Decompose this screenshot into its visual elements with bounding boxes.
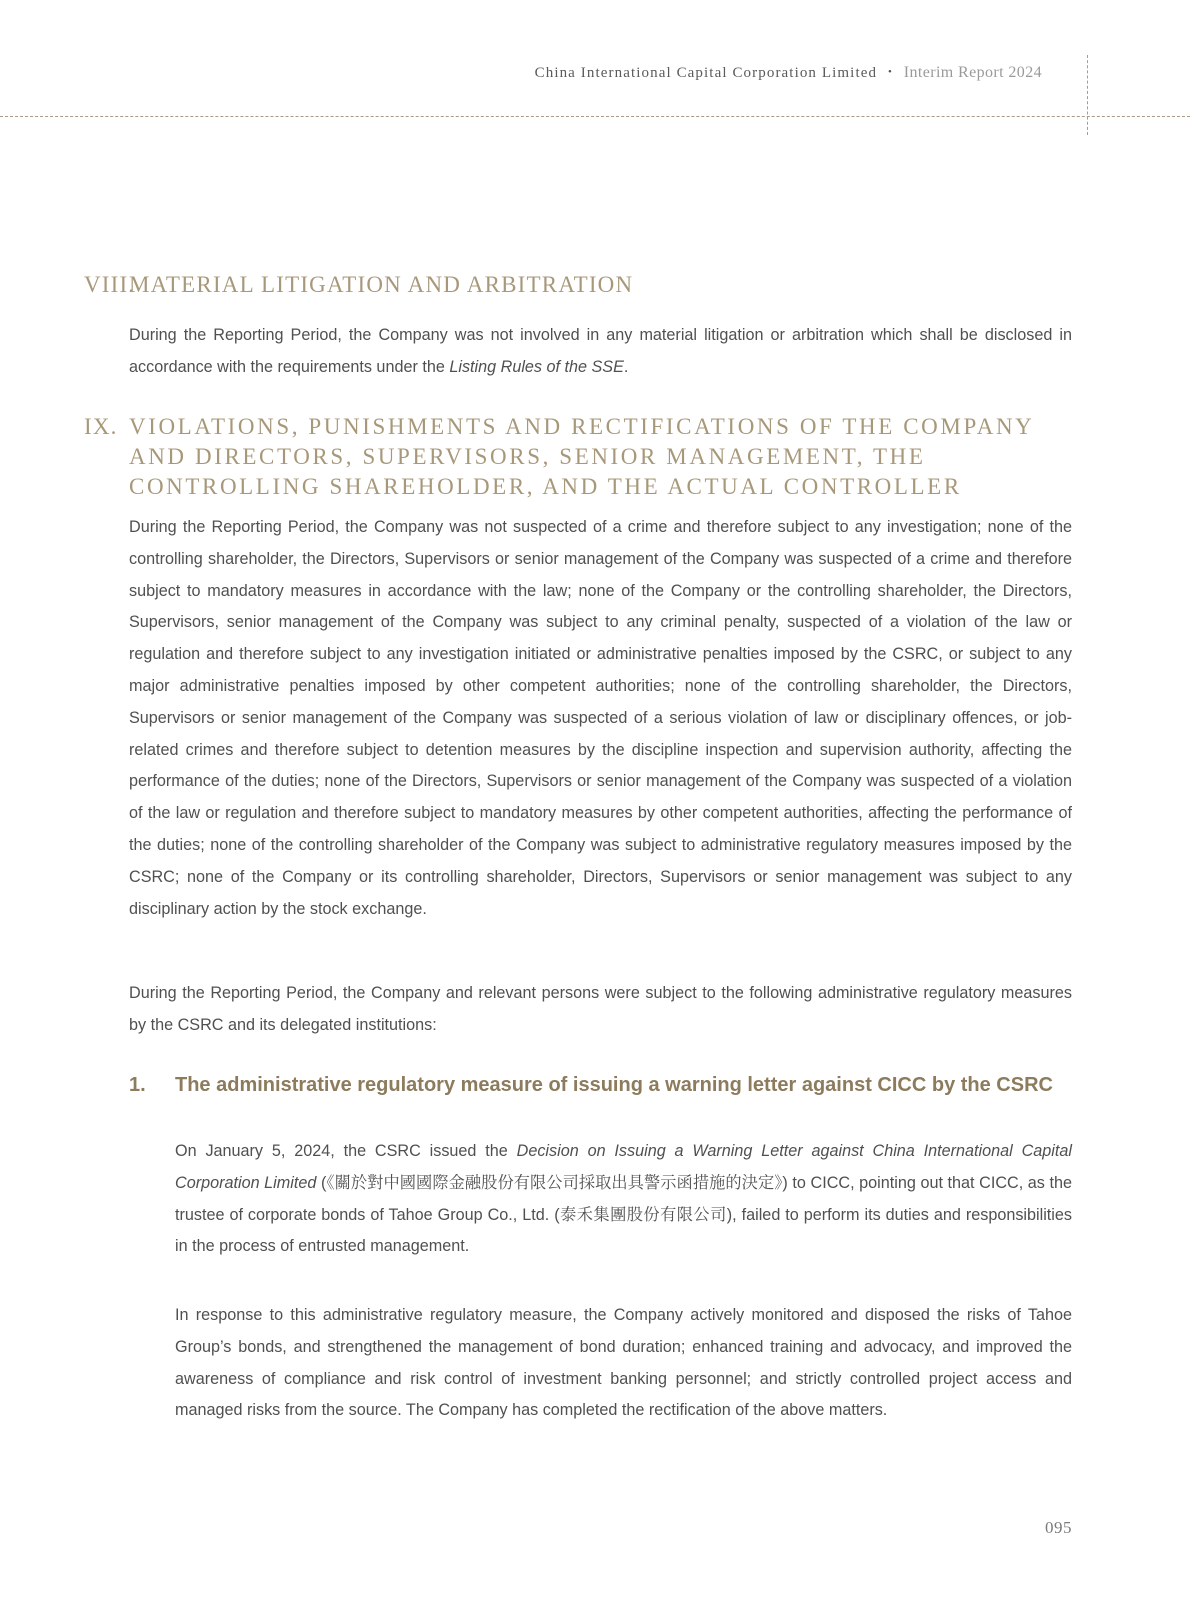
subsection-title: The administrative regulatory measure of issuing a warning letter against CICC by the CSRC — [175, 1074, 1053, 1096]
paragraph-end: . — [623, 357, 629, 376]
paragraph-italic-ref: Listing Rules of the SSE — [449, 357, 624, 376]
paragraph-text: (《關於對中國國際金融股份有限公司採取出具警示函措施的決定》) to CICC, pointing out that CICC, as the trustee of corporate bonds of Tahoe Group Co., Ltd. (泰禾集團股份有限公司), failed to perform its duties and responsibilities in the process of entrusted management. — [175, 1173, 1072, 1256]
crop-mark-vertical — [1087, 55, 1088, 135]
section-number: VIII. — [84, 272, 136, 297]
section-title: MATERIAL LITIGATION AND ARBITRATION — [129, 272, 634, 297]
section-ix-paragraph-2: During the Reporting Period, the Company and relevant persons were subject to the following administrative regulatory measures by the CSRC and its delegated institutions: — [129, 984, 1072, 1034]
header-dashed-rule — [0, 116, 1190, 117]
running-header — [535, 64, 1042, 82]
subsection-1-paragraph-1 — [175, 1136, 1072, 1263]
section-viii-paragraph — [129, 320, 1072, 384]
page-number: 095 — [1045, 1518, 1072, 1537]
paragraph-text: During the Reporting Period, the Company was not involved in any material litigation or arbitration which shall be disclosed in accordance with the requirements under the — [129, 326, 1072, 376]
header-separator: • — [887, 66, 893, 78]
paragraph-text: On January 5, 2024, the CSRC issued the — [175, 1142, 517, 1160]
header-company: China International Capital Corporation Limited — [534, 65, 878, 81]
header-report-title: Interim Report 2024 — [903, 64, 1042, 81]
subsection-number: 1. — [129, 1074, 146, 1096]
decision-title-italic: Decision on Issuing a Warning Letter against China International Capital Corporation Limited — [175, 1142, 1072, 1192]
subsection-1-paragraph-2: In response to this administrative regulatory measure, the Company actively monitored and disposed the risks of Tahoe Group’s bonds, and strengthened the management of bond duration; enhanced training and advocacy, and improved the awareness of compliance and risk control of investment banking personnel; and strictly controlled project access and managed risks from the source. The Company has completed the rectification of the above matters. — [175, 1306, 1072, 1420]
section-title: VIOLATIONS, PUNISHMENTS AND RECTIFICATIONS OF THE COMPANY AND DIRECTORS, SUPERVISORS, SENIOR MANAGEMENT, THE CONTROLLING SHAREHOLDER, AND THE ACTUAL CONTROLLER — [129, 414, 1034, 499]
section-ix-paragraph-1: During the Reporting Period, the Company was not suspected of a crime and therefore subject to any investigation; none of the controlling shareholder, the Directors, Supervisors or senior management of the Company was suspected of a crime and therefore subject to mandatory measures in accordance with the law; none of the Company or the controlling shareholder, the Directors, Supervisors, senior management of the Company was subject to any criminal penalty, suspected of a violation of the law or regulation and therefore subject to any investigation initiated or administrative penalties imposed by the CSRC, or subject to any major administrative penalties imposed by other competent authorities; none of the controlling shareholder, the Directors, Supervisors or senior management of the Company was suspected of a serious violation of law or disciplinary offences, or job-related crimes and therefore subject to detention measures by the discipline inspection and supervision authority, affecting the performance of the duties; none of the Directors, Supervisors or senior management of the Company was suspected of a violation of the law or regulation and therefore subject to mandatory measures by other competent authorities, affecting the performance of the duties; none of the controlling shareholder of the Company was subject to administrative regulatory measures imposed by the CSRC; none of the Company or its controlling shareholder, Directors, Supervisors or senior management was subject to any disciplinary action by the stock exchange. — [129, 518, 1072, 918]
section-number: IX. — [84, 414, 118, 439]
